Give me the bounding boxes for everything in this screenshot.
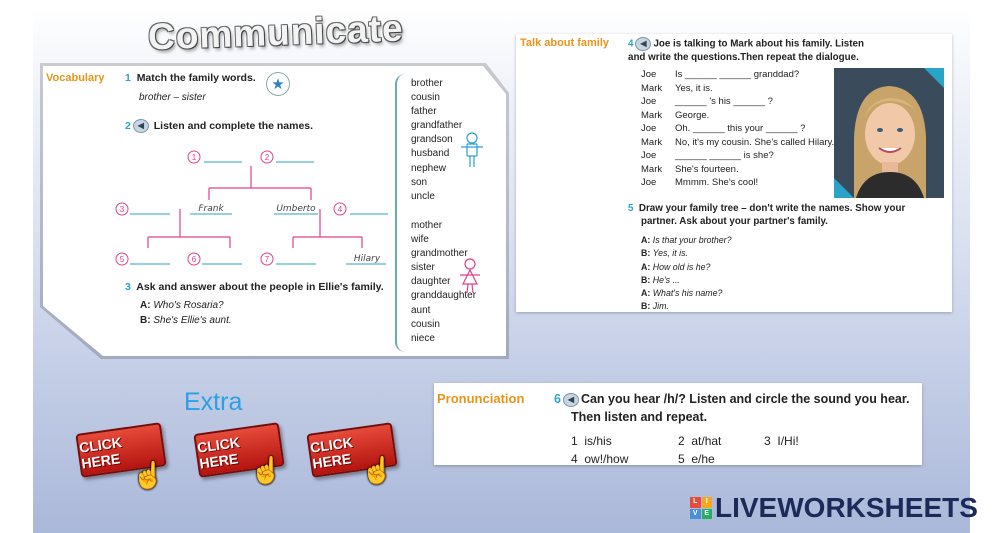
page-title: Communicate bbox=[147, 7, 405, 58]
speaker-name: Mark bbox=[641, 109, 663, 121]
example-line bbox=[641, 274, 731, 287]
exercise-1-instruction bbox=[125, 72, 256, 84]
exercise-1-number: 1 bbox=[125, 72, 131, 84]
dialogue-line bbox=[641, 122, 834, 136]
line-label: B: bbox=[641, 301, 651, 312]
word-item: grandfather bbox=[411, 120, 463, 132]
line-text: What's his name? bbox=[652, 288, 723, 299]
logo-letter: I bbox=[702, 497, 713, 508]
example-line bbox=[641, 247, 731, 260]
exercise-6-instruction bbox=[554, 390, 910, 426]
line-text: Yes, it is. bbox=[652, 248, 688, 259]
exercise-4-instruction bbox=[628, 37, 864, 64]
line-label: B: bbox=[140, 315, 151, 326]
exercise-5-instruction bbox=[628, 202, 905, 228]
exercise-1-example: brother – sister bbox=[139, 92, 206, 103]
word-item: cousin bbox=[411, 92, 440, 104]
line-text: He's ... bbox=[652, 274, 680, 285]
tree-number-3: 3 bbox=[119, 205, 125, 214]
dialogue-line bbox=[641, 68, 834, 82]
example-line bbox=[641, 287, 731, 300]
exercise-3-line-a bbox=[140, 300, 224, 311]
pronunciation-heading: Pronunciation bbox=[437, 391, 525, 406]
word-item: sister bbox=[411, 262, 435, 274]
extra-label: Extra bbox=[184, 388, 243, 416]
item-number: 2 bbox=[678, 434, 685, 448]
male-figure-icon bbox=[461, 132, 483, 168]
exercise-5-example bbox=[641, 234, 731, 314]
exercise-2-instruction bbox=[125, 119, 313, 133]
line-label: B: bbox=[641, 248, 651, 259]
item-text: ow!/how bbox=[584, 452, 629, 466]
logo-letter: E bbox=[702, 509, 713, 520]
dialogue-text: Yes, it is. bbox=[675, 82, 713, 94]
dialogue-text: ______ ______ is she? bbox=[675, 150, 774, 161]
item-text: is/his bbox=[584, 434, 612, 448]
male-word-list bbox=[411, 77, 462, 204]
exercise-5-text-2: partner. Ask about your partner's family. bbox=[641, 216, 828, 227]
item-text: I/Hi! bbox=[777, 434, 799, 448]
dialogue bbox=[641, 68, 834, 190]
star-icon[interactable]: ★ bbox=[266, 72, 290, 96]
speaker-icon[interactable]: ◀ bbox=[563, 393, 579, 407]
word-item: father bbox=[411, 106, 437, 118]
exercise-2-number: 2 bbox=[125, 119, 131, 132]
dialogue-line bbox=[641, 109, 834, 123]
exercise-4-number: 4 bbox=[628, 38, 634, 50]
dialogue-text: Is ______ ______ granddad? bbox=[675, 69, 800, 80]
tree-number-6: 6 bbox=[191, 255, 197, 264]
word-item: aunt bbox=[411, 304, 431, 316]
click-here-button-3[interactable]: CLICK HERE bbox=[306, 422, 397, 478]
exercise-5-number: 5 bbox=[628, 203, 634, 214]
speaker-name: Mark bbox=[641, 163, 663, 175]
exercise-1-text: Match the family words. bbox=[136, 72, 256, 84]
dialogue-text: ______ 's his ______ ? bbox=[675, 96, 773, 107]
word-item: granddaughter bbox=[411, 290, 477, 302]
word-item: wife bbox=[411, 234, 429, 246]
exercise-6-number: 6 bbox=[554, 392, 561, 406]
exercise-3-instruction bbox=[125, 281, 384, 293]
dialogue-line bbox=[641, 176, 834, 190]
tree-number-4: 4 bbox=[337, 205, 343, 214]
line-label: A: bbox=[641, 235, 651, 245]
pron-item-5 bbox=[678, 452, 715, 466]
example-line bbox=[641, 261, 731, 274]
word-item: mother bbox=[411, 220, 443, 231]
line-text: She's Ellie's aunt. bbox=[153, 315, 232, 326]
pron-item-2 bbox=[678, 434, 721, 448]
pointer-hand-icon: ☝ bbox=[132, 460, 165, 490]
logo-letter: L bbox=[690, 497, 701, 508]
exercise-4-text-2: and write the questions.Then repeat the dialogue. bbox=[628, 52, 859, 63]
pron-item-1 bbox=[571, 434, 612, 448]
exercise-2-text: Listen and complete the names. bbox=[153, 119, 314, 132]
item-text: e/he bbox=[691, 452, 715, 466]
talk-section-heading: Talk about family bbox=[520, 37, 610, 49]
word-item: grandmother bbox=[411, 248, 468, 260]
word-item: uncle bbox=[411, 190, 435, 202]
click-here-button-1[interactable]: CLICK HERE bbox=[75, 422, 166, 478]
line-label: A: bbox=[641, 288, 651, 299]
line-text: How old is he? bbox=[652, 261, 711, 272]
tree-name-hilary: Hilary bbox=[353, 254, 381, 264]
speaker-icon[interactable]: ◀ bbox=[133, 119, 149, 133]
tree-name-umberto: Umberto bbox=[276, 204, 316, 214]
line-text: Who's Rosaria? bbox=[153, 300, 224, 311]
word-list-bracket bbox=[395, 74, 411, 352]
pointer-hand-icon: ☝ bbox=[361, 455, 394, 485]
speaker-name: Mark bbox=[641, 82, 663, 94]
tree-name-frank: Frank bbox=[198, 204, 224, 214]
click-here-button-2[interactable]: CLICK HERE bbox=[193, 422, 284, 478]
pron-item-3 bbox=[764, 434, 799, 448]
word-item: daughter bbox=[411, 276, 451, 288]
item-number: 3 bbox=[764, 434, 771, 448]
dialogue-text: Oh. ______ this your ______ ? bbox=[675, 123, 806, 134]
example-line bbox=[641, 234, 731, 247]
word-item: husband bbox=[411, 148, 450, 160]
vocab-section-heading: Vocabulary bbox=[46, 72, 105, 84]
word-item: brother bbox=[411, 78, 443, 89]
word-item: cousin bbox=[411, 318, 440, 330]
exercise-3-line-b bbox=[140, 315, 232, 326]
exercise-6-text-1: Can you hear /h/? Listen and circle the sound you hear. bbox=[580, 392, 910, 406]
line-label: B: bbox=[641, 274, 651, 285]
dialogue-text: Mmmm. She's cool! bbox=[675, 177, 759, 188]
girl-photo bbox=[834, 68, 944, 198]
item-number: 1 bbox=[571, 434, 578, 448]
line-label: A: bbox=[641, 261, 651, 272]
word-item: nephew bbox=[411, 162, 447, 174]
exercise-6-text-2: Then listen and repeat. bbox=[571, 410, 708, 424]
speaker-name: Joe bbox=[641, 123, 657, 134]
pron-item-4 bbox=[571, 452, 628, 466]
line-text: Is that your brother? bbox=[652, 235, 732, 245]
speaker-name: Joe bbox=[641, 150, 657, 161]
word-item: son bbox=[411, 176, 428, 188]
pointer-hand-icon: ☝ bbox=[250, 455, 283, 485]
line-label: A: bbox=[140, 300, 151, 311]
exercise-3-number: 3 bbox=[125, 281, 131, 293]
speaker-name: Mark bbox=[641, 136, 663, 148]
female-figure-icon bbox=[459, 258, 481, 294]
word-item: grandson bbox=[411, 134, 453, 146]
exercise-3-text: Ask and answer about the people in Ellie's family. bbox=[136, 281, 384, 293]
item-text: at/hat bbox=[691, 434, 722, 448]
liveworksheets-logo bbox=[690, 492, 978, 524]
family-tree bbox=[110, 142, 390, 272]
tree-number-7: 7 bbox=[264, 255, 270, 264]
logo-mark-icon bbox=[690, 497, 712, 519]
item-number: 5 bbox=[678, 452, 685, 466]
item-number: 4 bbox=[571, 452, 578, 466]
dialogue-line bbox=[641, 136, 834, 150]
tree-number-1: 1 bbox=[191, 153, 197, 162]
logo-text: LIVEWORKSHEETS bbox=[715, 492, 978, 523]
dialogue-line bbox=[641, 163, 834, 177]
tree-number-5: 5 bbox=[119, 255, 125, 264]
dialogue-line bbox=[641, 95, 834, 109]
speaker-icon[interactable]: ◀ bbox=[635, 37, 651, 51]
dialogue-text: George. bbox=[675, 109, 710, 121]
logo-letter: V bbox=[690, 509, 701, 520]
dialogue-line bbox=[641, 82, 834, 96]
word-item: niece bbox=[411, 332, 435, 344]
exercise-4-text-1: Joe is talking to Mark about his family. Listen bbox=[653, 38, 864, 50]
example-line bbox=[641, 300, 731, 313]
speaker-name: Joe bbox=[641, 177, 657, 188]
dialogue-line bbox=[641, 149, 834, 163]
speaker-name: Joe bbox=[641, 69, 657, 80]
exercise-5-text-1: Draw your family tree – don't write the names. Show your bbox=[638, 203, 906, 214]
tree-number-2: 2 bbox=[264, 153, 270, 162]
speaker-name: Joe bbox=[641, 96, 657, 107]
dialogue-text: No, it's my cousin. She's called Hilary. bbox=[675, 136, 835, 148]
line-text: Jim. bbox=[652, 301, 669, 312]
dialogue-text: She's fourteen. bbox=[675, 163, 739, 175]
